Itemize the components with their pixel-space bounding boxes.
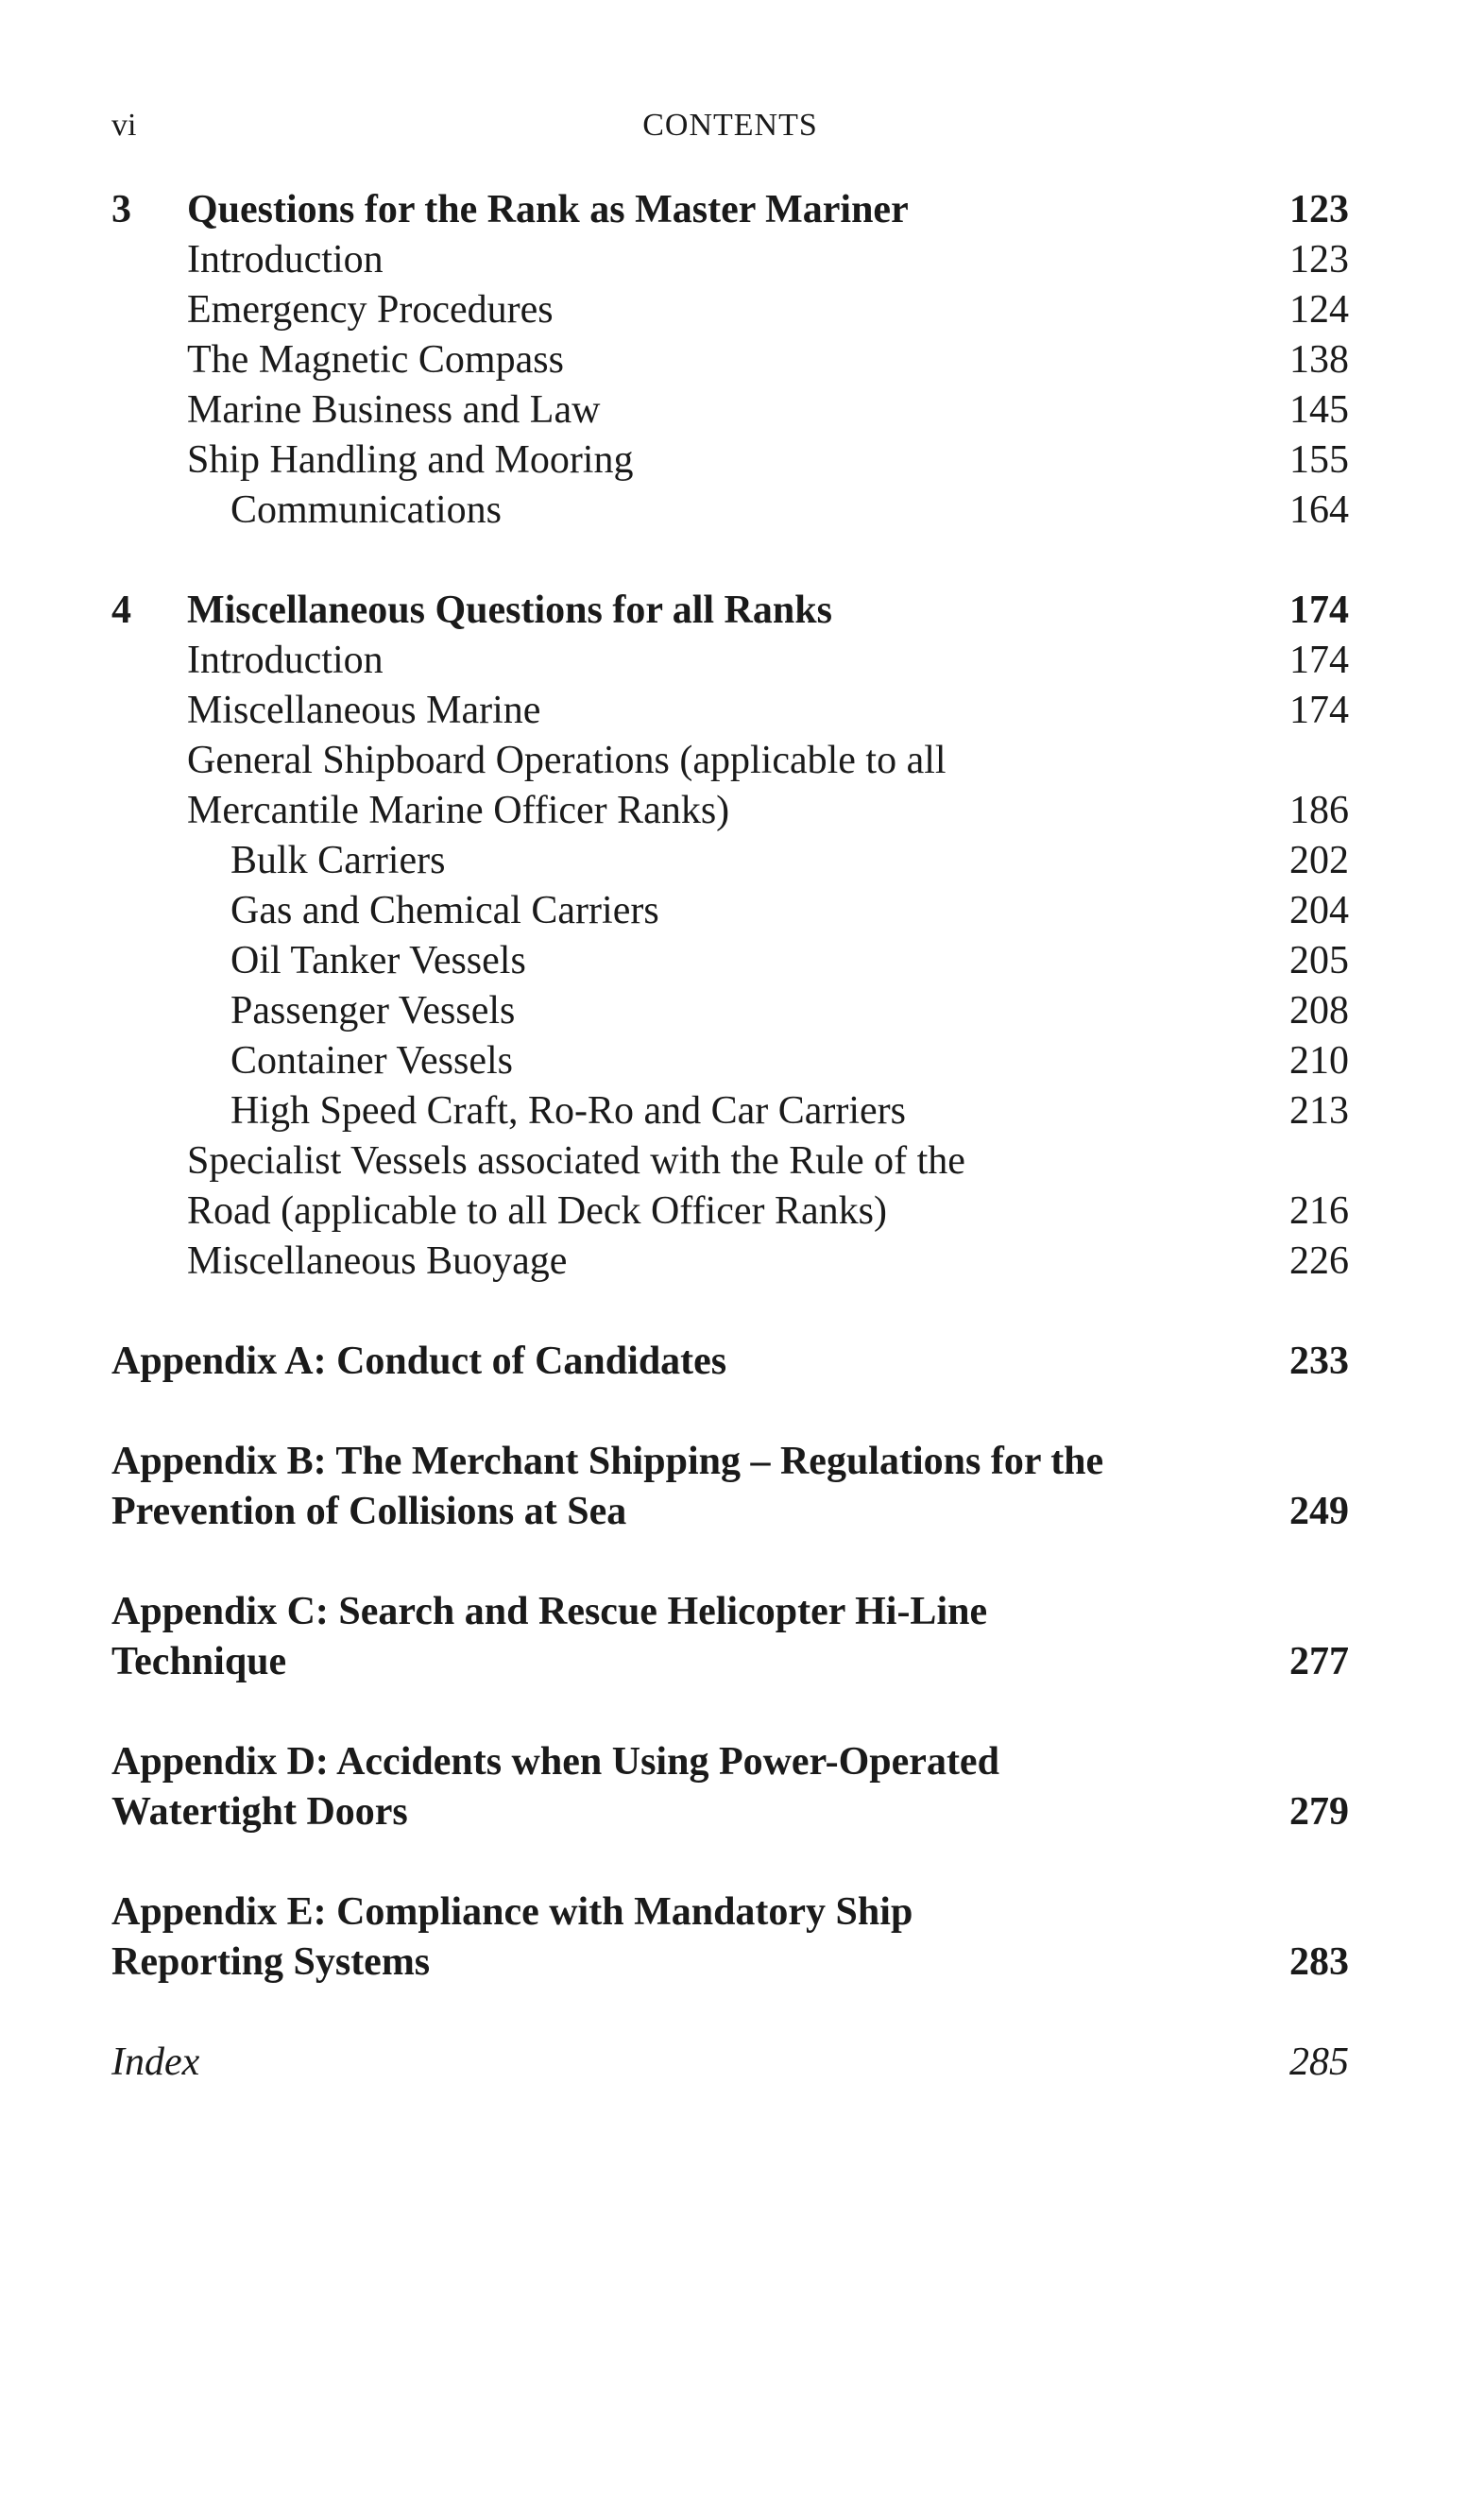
toc-appendix-b-line2[interactable] (111, 1487, 1349, 1537)
subentry-title: Bulk Carriers (230, 839, 446, 882)
page-number: vi (111, 108, 137, 143)
toc-appendix-b[interactable] (111, 1437, 1349, 1487)
toc-entry[interactable] (111, 235, 1349, 285)
appendix-page: 249 (1289, 1490, 1349, 1533)
entry-title: Marine Business and Law (187, 388, 601, 432)
entry-page: 155 (1289, 438, 1349, 482)
toc-appendix-e[interactable] (111, 1887, 1349, 1938)
entry-title: Miscellaneous Marine (187, 689, 541, 732)
toc-entry-line[interactable] (111, 736, 1349, 786)
toc-subentry[interactable] (111, 836, 1349, 886)
toc-entry[interactable] (111, 1237, 1349, 1287)
appendix-title-line1: Appendix E: Compliance with Mandatory Ship (111, 1890, 913, 1934)
toc-subentry[interactable] (111, 886, 1349, 936)
appendix-title-line2: Technique (111, 1640, 287, 1683)
toc-subentry[interactable] (111, 1086, 1349, 1136)
subentry-title: Container Vessels (230, 1039, 514, 1083)
entry-page: 174 (1289, 689, 1349, 732)
subentry-title: Communications (230, 488, 502, 532)
toc-appendix-e-line2[interactable] (111, 1938, 1349, 1988)
subentry-page: 205 (1289, 939, 1349, 982)
running-title: CONTENTS (642, 108, 818, 143)
entry-page: 138 (1289, 338, 1349, 382)
appendix-title-line2: Watertight Doors (111, 1790, 408, 1834)
subentry-page: 210 (1289, 1039, 1349, 1083)
toc-chapter-3[interactable] (111, 185, 1349, 235)
subentry-title: High Speed Craft, Ro-Ro and Car Carriers (230, 1089, 907, 1133)
toc-entry[interactable] (111, 335, 1349, 385)
entry-title: Emergency Procedures (187, 288, 554, 332)
entry-title: Introduction (187, 639, 384, 682)
toc-entry[interactable] (111, 686, 1349, 736)
toc-subentry[interactable] (111, 486, 1349, 536)
toc-entry-line[interactable] (111, 786, 1349, 836)
appendix-page: 283 (1289, 1940, 1349, 1984)
entry-title-line2: Mercantile Marine Officer Ranks) (187, 789, 730, 832)
entry-title-line1: General Shipboard Operations (applicable to all (187, 739, 947, 782)
entry-page: 226 (1289, 1239, 1349, 1283)
toc-appendix-d-line2[interactable] (111, 1787, 1349, 1837)
entry-title-line1: Specialist Vessels associated with the Rule of the (187, 1139, 965, 1183)
toc-entry[interactable] (111, 385, 1349, 435)
toc-entry[interactable] (111, 435, 1349, 486)
appendix-title-line1: Appendix C: Search and Rescue Helicopter Hi-Line (111, 1590, 988, 1633)
chapter-number: 4 (111, 589, 131, 632)
toc-appendix-c[interactable] (111, 1587, 1349, 1637)
entry-page: 145 (1289, 388, 1349, 432)
entry-title: The Magnetic Compass (187, 338, 564, 382)
spacer (111, 1687, 1349, 1737)
appendix-title-line1: Appendix D: Accidents when Using Power-Operated (111, 1740, 999, 1784)
toc-index[interactable] (111, 2038, 1349, 2088)
appendix-page: 277 (1289, 1640, 1349, 1683)
subentry-title: Passenger Vessels (230, 989, 516, 1033)
toc-subentry[interactable] (111, 986, 1349, 1036)
entry-page: 123 (1289, 238, 1349, 282)
toc-appendix-d[interactable] (111, 1737, 1349, 1787)
toc-chapter-4[interactable] (111, 586, 1349, 636)
entry-title: Ship Handling and Mooring (187, 438, 634, 482)
toc-appendix-c-line2[interactable] (111, 1637, 1349, 1687)
chapter-page: 123 (1289, 188, 1349, 231)
entry-page: 174 (1289, 639, 1349, 682)
entry-title: Miscellaneous Buoyage (187, 1239, 568, 1283)
toc-subentry[interactable] (111, 1036, 1349, 1086)
appendix-page: 233 (1289, 1340, 1349, 1383)
spacer (111, 1837, 1349, 1887)
chapter-title: Miscellaneous Questions for all Ranks (187, 589, 832, 632)
subentry-page: 202 (1289, 839, 1349, 882)
entry-page: 186 (1289, 789, 1349, 832)
chapter-page: 174 (1289, 589, 1349, 632)
subentry-title: Gas and Chemical Carriers (230, 889, 659, 932)
toc-appendix-a[interactable] (111, 1337, 1349, 1387)
toc-entry[interactable] (111, 285, 1349, 335)
entry-page: 216 (1289, 1189, 1349, 1233)
appendix-title-line2: Reporting Systems (111, 1940, 431, 1984)
subentry-page: 213 (1289, 1089, 1349, 1133)
index-title: Index (111, 2040, 200, 2084)
spacer (111, 1287, 1349, 1337)
subentry-page: 208 (1289, 989, 1349, 1033)
toc-subentry[interactable] (111, 936, 1349, 986)
toc-entry[interactable] (111, 636, 1349, 686)
spacer (111, 1988, 1349, 2038)
table-of-contents (111, 185, 1349, 2088)
spacer (111, 1387, 1349, 1437)
chapter-number: 3 (111, 188, 131, 231)
subentry-page: 164 (1289, 488, 1349, 532)
index-page: 285 (1289, 2040, 1349, 2084)
subentry-title: Oil Tanker Vessels (230, 939, 526, 982)
entry-page: 124 (1289, 288, 1349, 332)
appendix-title-line1: Appendix B: The Merchant Shipping – Regulations for the (111, 1440, 1104, 1483)
page-header (111, 102, 1349, 149)
toc-entry-line[interactable] (111, 1136, 1349, 1187)
entry-title: Introduction (187, 238, 384, 282)
entry-title-line2: Road (applicable to all Deck Officer Ranks) (187, 1189, 887, 1233)
chapter-title: Questions for the Rank as Master Mariner (187, 188, 909, 231)
spacer (111, 1537, 1349, 1587)
subentry-page: 204 (1289, 889, 1349, 932)
spacer (111, 536, 1349, 586)
toc-entry-line[interactable] (111, 1187, 1349, 1237)
appendix-title: Appendix A: Conduct of Candidates (111, 1340, 727, 1383)
appendix-page: 279 (1289, 1790, 1349, 1834)
appendix-title-line2: Prevention of Collisions at Sea (111, 1490, 627, 1533)
